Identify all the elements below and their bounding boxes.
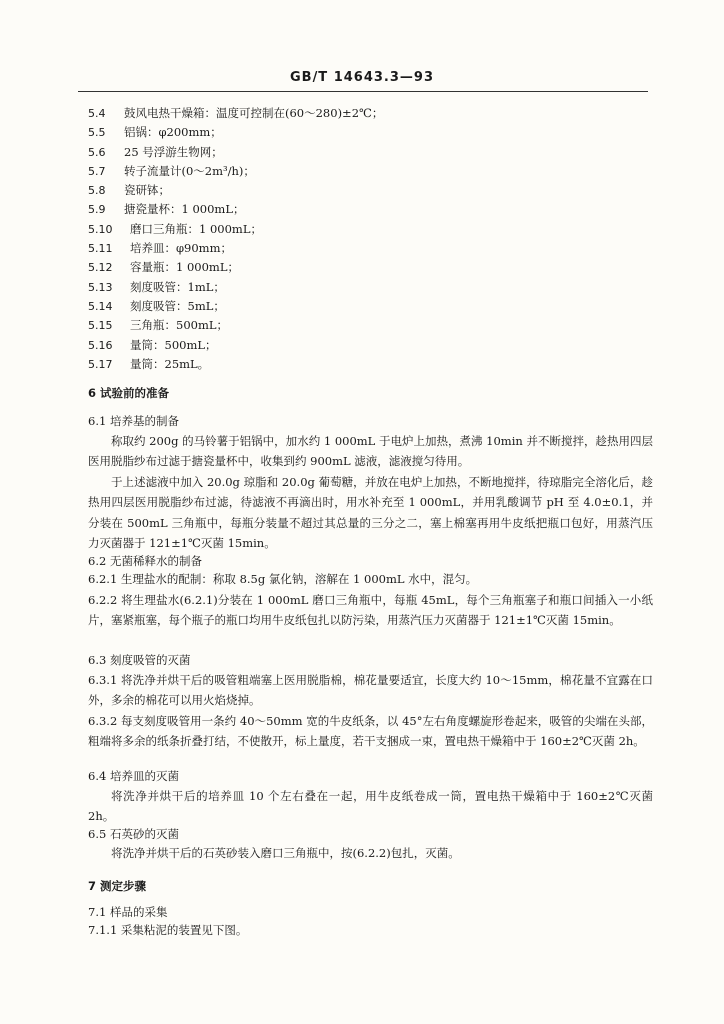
equipment-list <box>88 104 653 374</box>
list-item <box>88 220 653 239</box>
item-number: 5.15 <box>88 319 113 333</box>
list-item <box>88 123 653 142</box>
item-text: 容量瓶：1 000mL； <box>130 260 239 275</box>
section-7-heading: 7 测定步骤 <box>88 879 147 893</box>
section-6-5-paragraph: 将洗净并烘干后的石英砂装入磨口三角瓶中，按(6.2.2)包扎，灭菌。 <box>111 846 460 860</box>
item-number: 5.11 <box>88 242 113 256</box>
list-item <box>88 355 653 374</box>
item-text: 鼓风电热干燥箱：温度可控制在(60～280)±2℃； <box>124 106 384 120</box>
item-number: 5.17 <box>88 357 113 371</box>
section-6-3-title: 6.3 刻度吸管的灭菌 <box>88 653 191 667</box>
item-text: 铝锅：φ200mm； <box>124 125 222 140</box>
list-item <box>88 258 653 277</box>
section-6-1-title: 6.1 培养基的制备 <box>88 414 179 428</box>
item-number: 5.7 <box>88 164 106 178</box>
list-item <box>88 336 653 355</box>
list-item <box>88 200 653 219</box>
item-text: 刻度吸管：5mL； <box>130 298 225 313</box>
list-item <box>88 143 653 162</box>
section-6-4-paragraph: 将洗净并烘干后的培养皿 10 个左右叠在一起，用牛皮纸卷成一筒，置电热干燥箱中于 160±2℃灭菌 2h。 <box>88 789 653 824</box>
section-6-4-title: 6.4 培养皿的灭菌 <box>88 769 179 783</box>
item-number: 5.10 <box>88 222 113 236</box>
section-7-1-1: 7.1.1 采集粘泥的装置见下图。 <box>88 923 248 937</box>
list-item <box>88 297 653 316</box>
section-6-5-title: 6.5 石英砂的灭菌 <box>88 827 179 841</box>
item-text: 25 号浮游生物网； <box>124 144 223 159</box>
list-item <box>88 239 653 258</box>
section-6-3-1: 6.3.1 将洗净并烘干后的吸管粗端塞上医用脱脂棉，棉花量要适宜，长度大约 10～15mm，棉花量不宜露在口外，多余的棉花可以用火焰烧掉。 <box>88 673 653 708</box>
item-number: 5.13 <box>88 280 113 294</box>
item-number: 5.4 <box>88 107 106 120</box>
item-text: 量筒：500mL； <box>130 337 217 352</box>
section-6-1-paragraph-1: 称取约 200g 的马铃薯于铝锅中，加水约 1 000mL 于电炉上加热，煮沸 10min 并不断搅拌，趁热用四层医用脱脂纱布过滤于搪瓷量杯中，收集到约 900mL 滤液，滤液搅匀待用。 <box>88 434 653 469</box>
item-number: 5.16 <box>88 338 113 352</box>
item-number: 5.14 <box>88 299 113 313</box>
item-number: 5.9 <box>88 203 106 217</box>
item-text: 量筒：25mL。 <box>130 356 210 371</box>
section-6-1-paragraph-2: 于上述滤液中加入 20.0g 琼脂和 20.0g 葡萄糖，并放在电炉上加热，不断地搅拌，待琼脂完全溶化后，趁热用四层医用脱脂纱布过滤，待滤液不再滴出时，用水补充至 1 000mL，并用乳酸调节 pH 至 4.0±0.1，并分装在 500mL 三角瓶中，每瓶分装量不超过其总量的三分之二，塞上棉塞再用牛皮纸把瓶口包好，用蒸汽压力灭菌器于 121±1℃灭菌 15min。 <box>88 475 653 550</box>
item-number: 5.5 <box>88 126 106 140</box>
item-text: 磨口三角瓶：1 000mL； <box>130 221 262 236</box>
item-text: 转子流量计(0～2m³/h)； <box>124 163 255 178</box>
section-6-2-title: 6.2 无菌稀释水的制备 <box>88 554 202 568</box>
item-text: 刻度吸管：1mL； <box>130 279 225 294</box>
section-6-heading: 6 试验前的准备 <box>88 386 170 400</box>
header-rule <box>78 91 648 92</box>
list-item <box>88 181 653 200</box>
item-number: 5.6 <box>88 145 106 159</box>
list-item <box>88 278 653 297</box>
section-6-2-2: 6.2.2 将生理盐水(6.2.1)分装在 1 000mL 磨口三角瓶中，每瓶 45mL，每个三角瓶塞子和瓶口间插入一小纸片，塞紧瓶塞，每个瓶子的瓶口均用牛皮纸包扎以防污染，用蒸汽压力灭菌器于 121±1℃灭菌 15min。 <box>88 593 653 628</box>
list-item <box>88 316 653 335</box>
item-number: 5.12 <box>88 261 113 275</box>
item-text: 瓷研钵； <box>124 183 170 198</box>
list-item <box>88 162 653 181</box>
list-item <box>88 104 653 123</box>
section-6-2-1: 6.2.1 生理盐水的配制：称取 8.5g 氯化钠，溶解在 1 000mL 水中，混匀。 <box>88 572 478 586</box>
item-text: 搪瓷量杯：1 000mL； <box>124 202 245 217</box>
section-6-3-2: 6.3.2 每支刻度吸管用一条约 40～50mm 宽的牛皮纸条，以 45°左右角度螺旋形卷起来，吸管的尖端在头部，粗端将多余的纸条折叠打结，不使散开，标上量度，若干支捆成一束，置电热干燥箱中于 160±2℃灭菌 2h。 <box>88 714 653 749</box>
item-number: 5.8 <box>88 184 106 198</box>
section-7-1-title: 7.1 样品的采集 <box>88 905 168 919</box>
item-text: 培养皿：φ90mm； <box>130 241 232 256</box>
page-header: GB/T 14643.3—93 <box>289 70 435 85</box>
item-text: 三角瓶：500mL； <box>130 318 228 333</box>
